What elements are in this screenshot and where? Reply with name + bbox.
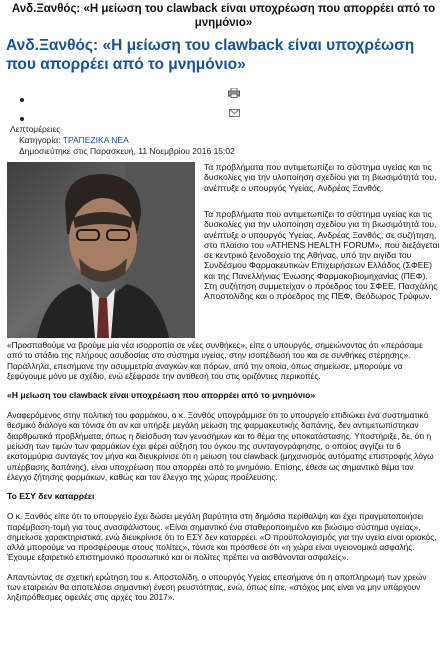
category-label: Κατηγορία: [19, 135, 61, 145]
category-line [10, 135, 447, 146]
lead-paragraph-2: Τα προβλήματα που αντιμετωπίζει το σύστημα υγείας και τις δυσκολίες για την υλοποίηση σχεδίου για τη βιωσιμότητά του, ανέπτυξε ο υπουργός Υγείας, Ανδρέας Ξανθός, σε συζήτηση, στο πλαίσιο του «ATHENS HEALTH FORUM», που διεξάγεται σε κεντρικό ξενοδοχείο της Αθήνας, υπό την αιγίδα του Συνδέσμου Φαρμακευτικών Επιχειρήσεων Ελλάδος (ΣΦΕΕ) και της Πανελλήνιας Ένωσης Φαρμακοβιομηχανίας (ΠΕΦ). Στη συζήτηση συμμετείχαν ο πρόεδρος του ΣΦΕΕ, Πασχάλης Αποστολίδης και ο πρόεδρος της ΠΕΦ, Θεόδωρος Τρύφων. [204, 209, 440, 302]
paragraph: «Προσπαθούμε να βρούμε μία νέα ισορροπία σε νέες συνθήκες», είπε ο υπουργός, σημειώνοντας ότι «περάσαμε από το στάδιο της πλήρους ασυδοσίας στο σύστημα υγείας, στην ισοπέδωσή του και σε συνθήκες στέρησης». Παράλληλα, επεσήμανε την ασυμμετρία αναγκών και πόρων, από την οποία, όπως σημείωσε, μπορούμε να ξεφύγουμε μόνο με σχέδιο, ενώ εξέφρασε την αντίθεσή του στις οριζόντιες περικοπές. [7, 340, 423, 381]
lead-paragraph-1: Τα προβλήματα που αντιμετωπίζει το σύστημα υγείας και τις δυσκολίες για την υλοποίηση σχεδίου για τη βιωσιμότητά του, ανέπτυξε ο υπουργός Υγείας, Ανδρέας Ξανθός. [204, 162, 437, 193]
article-title[interactable]: Ανδ.Ξανθός: «Η μείωση του clawback είναι υποχρέωση που απορρέει από το μνημόνιο» [6, 37, 415, 73]
paragraph: Αναφερόμενος στην πολιτική του φαρμάκου, ο κ. Ξανθός υπογράμμισε ότι το υπουργείο επιδιώκει ένα συστηματικό θεσμικό διάλογο και τόνισε ότι αν και υπήρξε μεγάλη μείωση της φαρμακευτικής δαπάνης, δεν αντιμετωπίστηκαν διαρθρωτικά προβλήματα, όπως η διείσδυση των γενοσήμων και το θέμα της υποκατάστασης. Υποστήριξε, δε, ότι η μείωση των τιμών των φαρμάκων έχει φέρει αύξηση του όγκου της συνταγογράφησης, ο οποίος αγγίζει τα 6 εκατομμύρια συνταγές τον μήνα και διευκρίνισε ότι η μείωση του clawback (μηχανισμός αυτόματης επιστροφής λόγω υπέρβασης δαπάνης), είναι υποχρέωση που απορρέει από το μνημόνιο. Επίσης, έθεσε ως σημαντικό θέμα τον έλεγχο ζήτησης φαρμάκων, καθώς και τον έλεγχο της χώρας προέλευσης. [7, 410, 434, 482]
article-body [0, 340, 447, 603]
printer-icon[interactable] [228, 88, 240, 98]
envelope-icon[interactable] [229, 109, 240, 117]
paragraph: Ο κ. Ξανθός είπε ότι το υπουργείο έχει δώσει μεγάλη βαρύτητα στη δημόσια περίθαλψη και έχει πραγματοποιήσει παρέμβαση-τομή για τους ανασφάλιστους. «Είναι σημαντικό ένα σταθεροποιημένο και βιώσιμο σύστημα υγείας», σημείωσε χαρακτηριστικά, ενώ διευκρίνισε ότι το ΕΣΥ δεν καταρρέει. «Ο προϋπολογισμός για την υγεία είναι οριακός, αλλά μπορούμε να προσφέρουμε στους πολίτες», τόνισε και πρόσθεσε ότι «η χώρα είναι υγειονομικά ασφαλής. Έχουμε εξαιρετικό επιστημονικό προσωπικό και οι πολίτες πρέπει να αισθάνονται ασφαλείς». [7, 511, 437, 563]
published-date: Δημοσιεύτηκε στις Παρασκευή, 11 Νοεμβρίου 2016 15:02 [19, 146, 235, 156]
tool-bullet [20, 117, 24, 121]
header-title: Ανδ.Ξανθός: «Η μείωση του clawback είναι υποχρέωση που απορρέει από το μνημόνιο» [11, 3, 436, 29]
subheading: Το ΕΣΥ δεν καταρρέει [7, 491, 95, 502]
category-link[interactable]: ΤΡΑΠΕΖΙΚΑ ΝΕΑ [62, 135, 129, 145]
tool-bullet [20, 98, 24, 102]
details-label: Λεπτομέρειες [10, 124, 61, 134]
minister-photo [7, 162, 195, 338]
lead-section [0, 162, 447, 340]
paragraph: Απαντώντας σε σχετική ερώτηση του κ. Αποστολίδη, ο υπουργός Υγείας επεσήμανε ότι η αποπληρωμή των χρεών των εταιρειών θα αποτελέσει σημαντική ένεση ρευστότητας, ενώ, όπως είπε, «στόχος μας είναι να μην υπάρχουν ληξιπρόθεσμες οφειλές στις αρχές του 2017». [7, 571, 427, 603]
subheading: «Η μείωση του clawback είναι υποχρέωση που απορρέει από το μνημόνιο» [7, 390, 316, 401]
article-tools [0, 74, 447, 124]
article-meta [0, 124, 447, 157]
